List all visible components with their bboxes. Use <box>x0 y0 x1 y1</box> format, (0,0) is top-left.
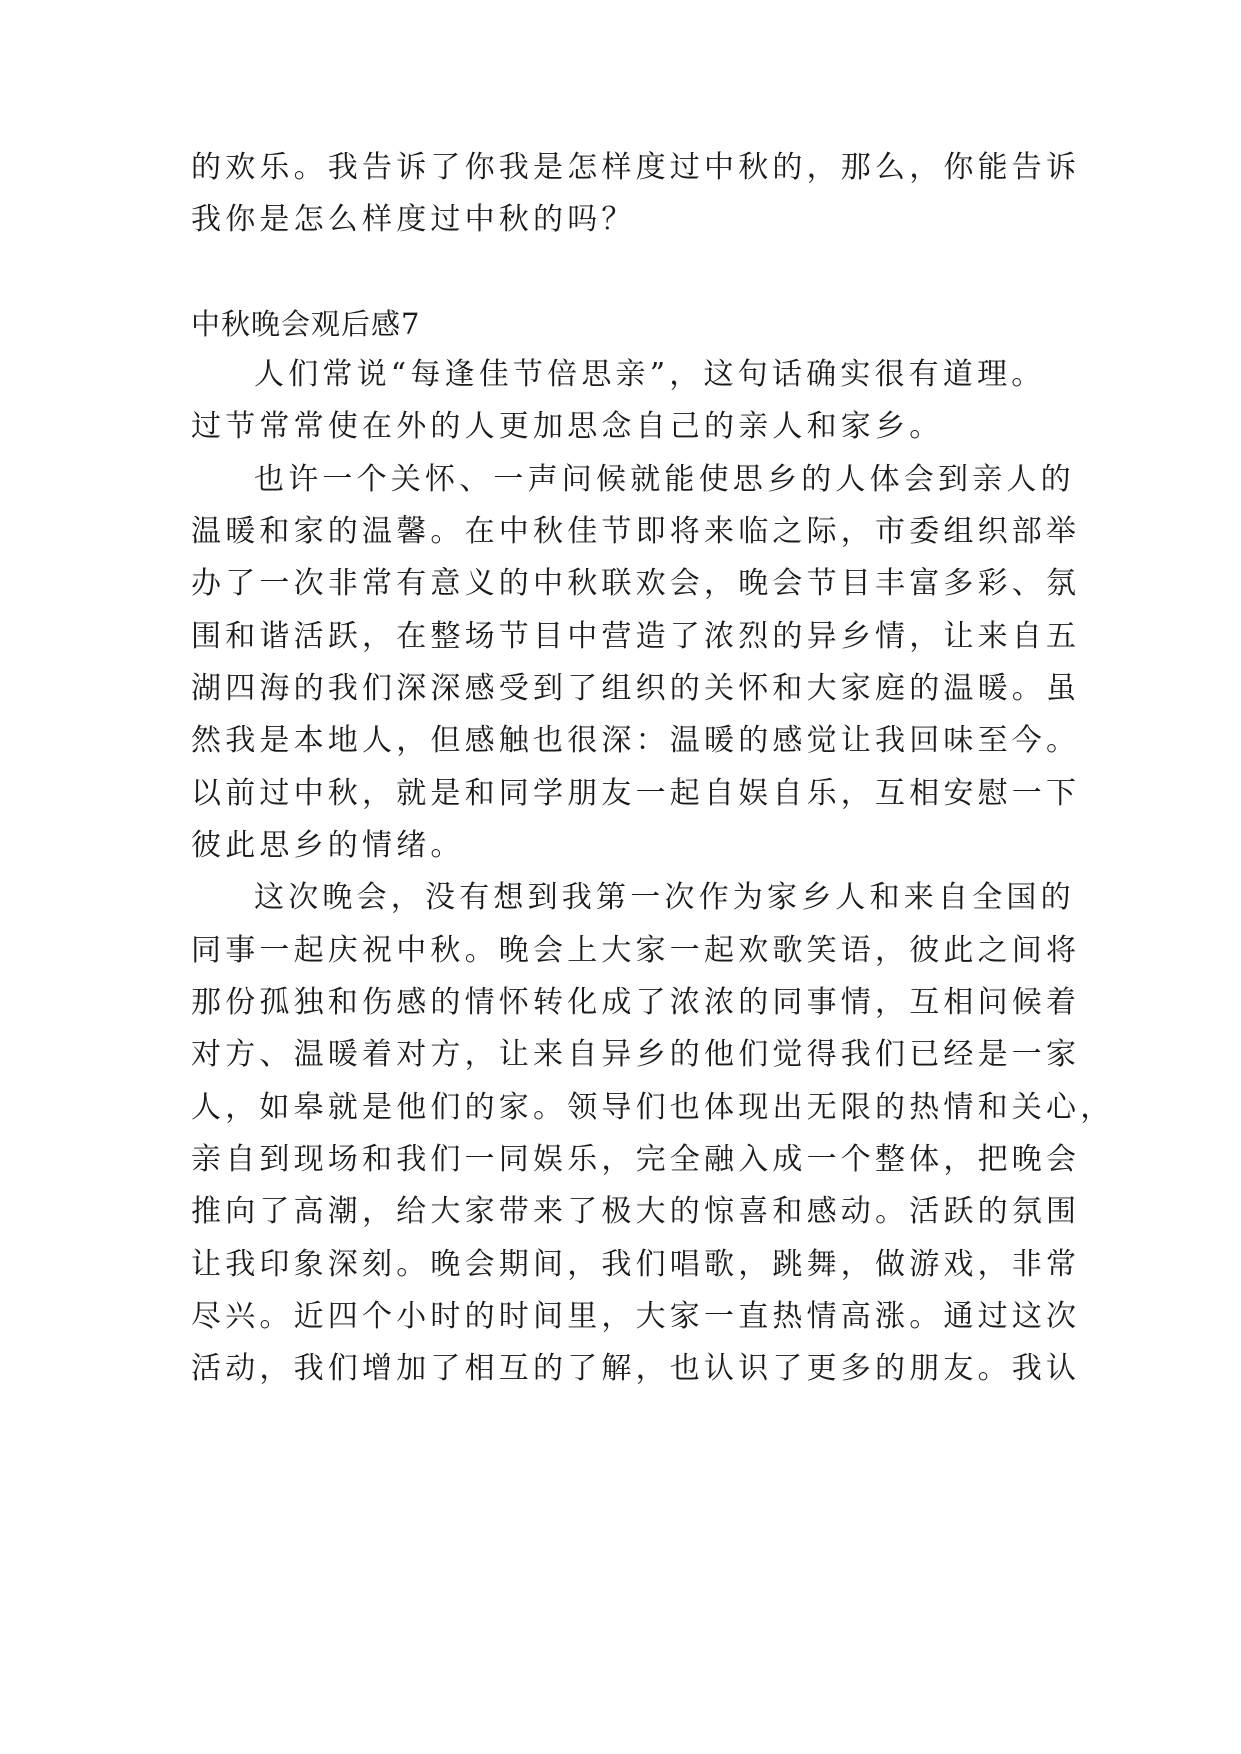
paragraph-3-line-6: 亲自到现场和我们一同娱乐，完全融入成一个整体，把晚会 <box>191 1142 1081 1177</box>
paragraph-3-line-2: 同事一起庆祝中秋。晚会上大家一起欢歌笑语，彼此之间将 <box>191 933 1081 968</box>
paragraph-2-line-4: 围和谐活跃，在整场节目中营造了浓烈的异乡情，让来自五 <box>191 619 1081 654</box>
paragraph-2-line-7: 以前过中秋，就是和同学朋友一起自娱自乐，互相安慰一下 <box>191 776 1081 811</box>
paragraph-2-line-2: 温暖和家的温馨。在中秋佳节即将来临之际，市委组织部举 <box>191 514 1081 549</box>
paragraph-3-line-5: 人，如皋就是他们的家。领导们也体现出无限的热情和关心， <box>191 1090 1115 1125</box>
paragraph-2-line-3: 办了一次非常有意义的中秋联欢会，晚会节目丰富多彩、氛 <box>191 566 1081 601</box>
section-title: 中秋晚会观后感7 <box>191 307 421 341</box>
paragraph-2-line-1: 也许一个关怀、一声问候就能使思乡的人体会到亲人的 <box>254 462 1075 497</box>
paragraph-3-line-1: 这次晚会，没有想到我第一次作为家乡人和来自全国的 <box>254 880 1075 915</box>
paragraph-3-line-8: 让我印象深刻。晚会期间，我们唱歌，跳舞，做游戏，非常 <box>191 1247 1081 1282</box>
paragraph-3-line-10: 活动，我们增加了相互的了解，也认识了更多的朋友。我认 <box>191 1351 1081 1386</box>
intro-line-2: 我你是怎么样度过中秋的吗？ <box>191 202 636 237</box>
paragraph-2-line-5: 湖四海的我们深深感受到了组织的关怀和大家庭的温暖。虽 <box>191 671 1081 706</box>
paragraph-3-line-4: 对方、温暖着对方，让来自异乡的他们觉得我们已经是一家 <box>191 1037 1081 1072</box>
paragraph-3-line-7: 推向了高潮，给大家带来了极大的惊喜和感动。活跃的氛围 <box>191 1194 1081 1229</box>
paragraph-3-line-9: 尽兴。近四个小时的时间里，大家一直热情高涨。通过这次 <box>191 1299 1081 1334</box>
paragraph-3-line-3: 那份孤独和伤感的情怀转化成了浓浓的同事情，互相问候着 <box>191 985 1081 1020</box>
paragraph-2-line-8: 彼此思乡的情绪。 <box>191 828 465 863</box>
paragraph-1-line-2: 过节常常使在外的人更加思念自己的亲人和家乡。 <box>191 409 944 444</box>
paragraph-2-line-6: 然我是本地人，但感触也很深：温暖的感觉让我回味至今。 <box>191 723 1081 758</box>
paragraph-1-line-1: 人们常说“每逢佳节倍思亲”，这句话确实很有道理。 <box>254 357 1046 392</box>
intro-line-1: 的欢乐。我告诉了你我是怎样度过中秋的，那么，你能告诉 <box>191 150 1081 185</box>
